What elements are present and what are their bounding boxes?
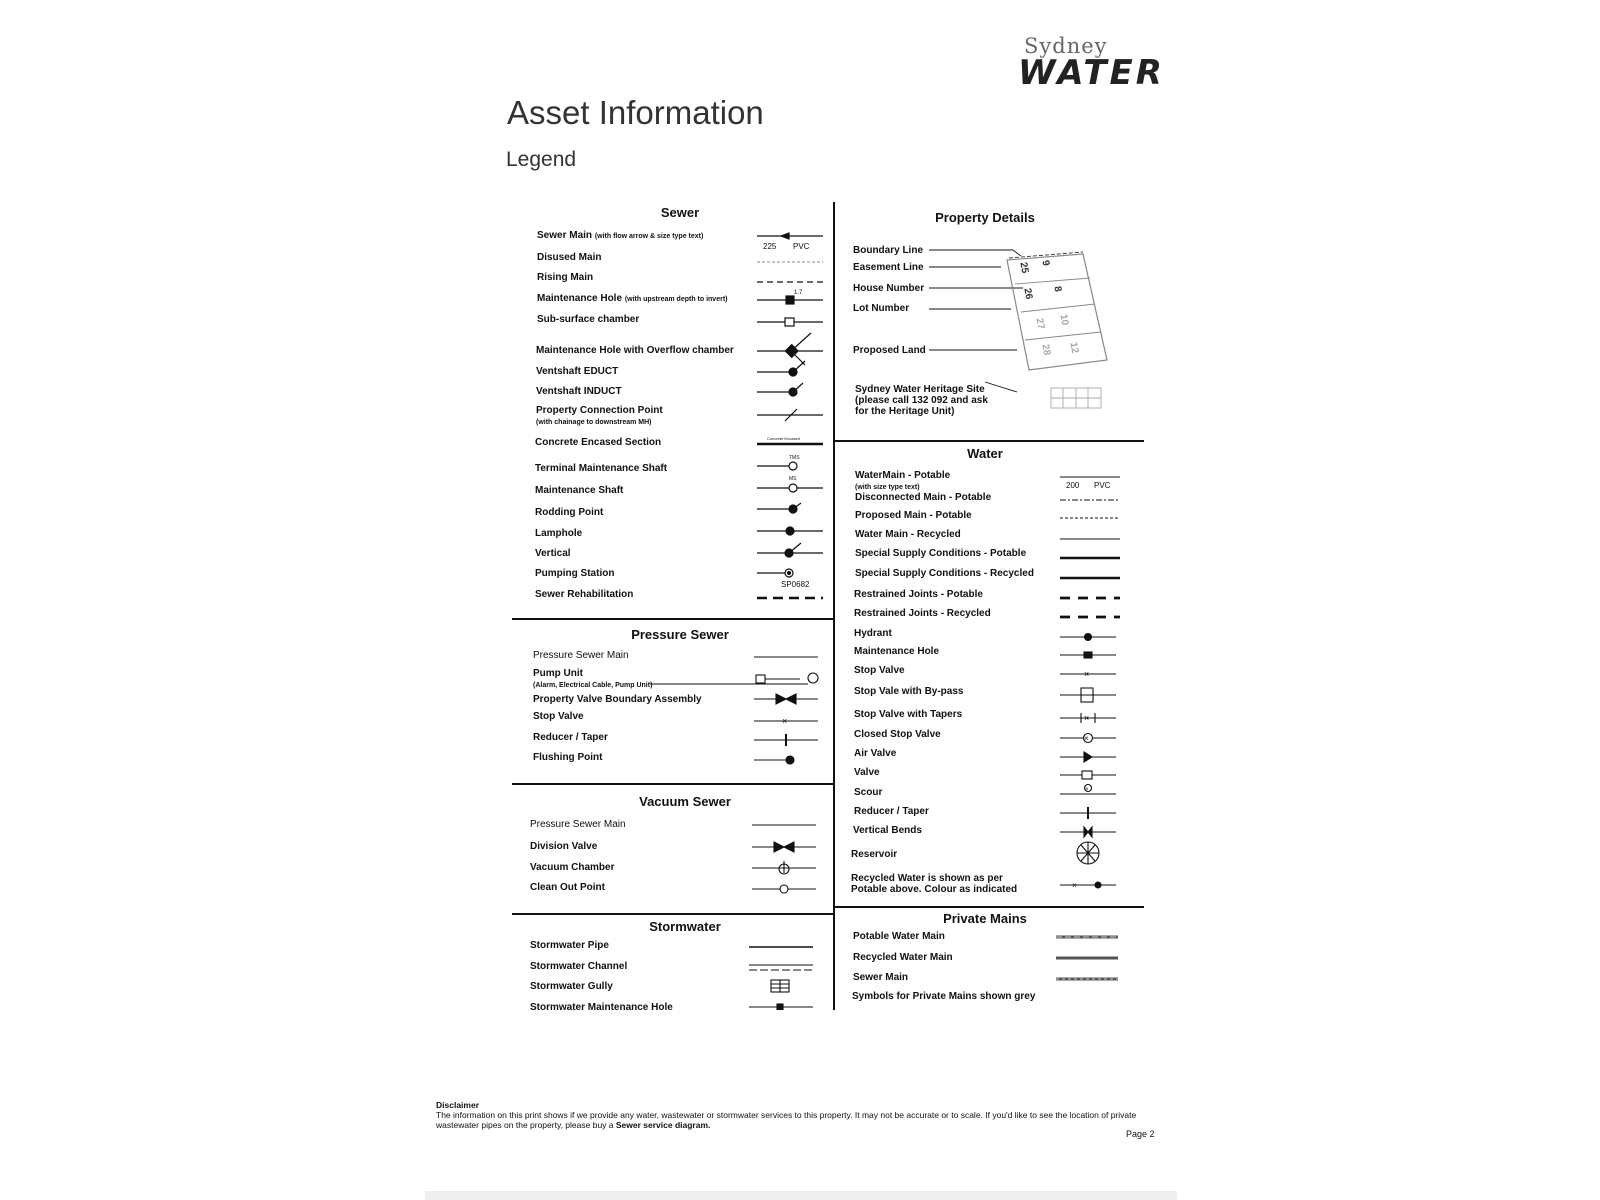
section-heading-vacuum-sewer: Vacuum Sewer (639, 794, 731, 809)
legend-label: Vertical (535, 548, 571, 559)
legend-label: Special Supply Conditions - Recycled (855, 568, 1034, 579)
legend-label: Concrete Encased Section (535, 437, 662, 448)
recycled-stop-icon: × (1072, 881, 1077, 890)
disclaimer-title: Disclaimer (436, 1100, 479, 1110)
legend-label: Valve (854, 767, 880, 778)
legend-label: Pressure Sewer Main (533, 650, 629, 661)
legend-label: Stormwater Maintenance Hole (530, 1002, 673, 1013)
legend-label: Rodding Point (535, 507, 604, 518)
maintenance-hole-icon (786, 296, 794, 304)
water-stop-valve-icon: × (1084, 669, 1090, 679)
legend-label: Reservoir (851, 849, 898, 860)
symbol-text: SP0682 (781, 580, 810, 589)
legend-label: Sub-surface chamber (537, 314, 640, 325)
legend-label: Stormwater Pipe (530, 940, 609, 951)
legend-label: Pressure Sewer Main (530, 819, 626, 830)
rule-sewer-pressure (512, 618, 833, 620)
legend-label: Easement Line (853, 262, 924, 273)
legend-label: House Number (853, 283, 925, 294)
legend-label: Proposed Main - Potable (855, 510, 972, 521)
diagram-number: 28 (1039, 343, 1053, 357)
legend-label: Boundary Line (853, 245, 924, 256)
legend-label: Recycled Water Main (853, 952, 953, 963)
legend-label: Sewer Main (853, 972, 909, 983)
air-valve-icon (1084, 752, 1092, 762)
clean-out-point-icon (780, 885, 788, 893)
subsurface-chamber-icon (785, 318, 794, 326)
section-heading-property-details: Property Details (935, 210, 1035, 225)
water-symbols (1050, 470, 1130, 900)
diagram-number: 12 (1067, 341, 1081, 355)
symbol-text: Concrete Encased (767, 436, 800, 441)
diagram-number: 8 (1051, 285, 1064, 293)
logo-line2: WATER (1018, 53, 1165, 93)
rule-property-water (833, 440, 1144, 442)
legend-label: Rising Main (537, 272, 594, 283)
legend-label: Vertical Bends (853, 825, 922, 836)
legend-label: Maintenance Shaft (535, 485, 624, 496)
legend-label: Vacuum Chamber (530, 862, 615, 873)
legend-label: Stormwater Channel (530, 961, 628, 972)
flow-arrow-icon (781, 233, 789, 239)
legend-label: Hydrant (854, 628, 892, 639)
legend-label: Potable Water Main (853, 931, 945, 942)
legend-label: Stop Valve (533, 711, 584, 722)
page-bottom-strip (425, 1191, 1177, 1200)
legend-label: Water Main - Recycled (855, 529, 961, 540)
rule-vacuum-storm (512, 913, 833, 915)
terminal-maintenance-shaft-icon (789, 462, 797, 470)
legend-label: Disconnected Main - Potable (855, 492, 992, 503)
section-heading-water: Water (967, 446, 1003, 461)
pump-alarm-icon (808, 673, 818, 683)
symbol-text: 200 (1066, 481, 1080, 490)
symbol-text: 225 (763, 242, 777, 251)
section-heading-sewer: Sewer (660, 205, 700, 220)
legend-label: Pump Unit (Alarm, Electrical Cable, Pump Unit) (533, 668, 653, 689)
legend-label: Sewer Rehabilitation (535, 589, 634, 600)
stormwater-symbols (745, 935, 825, 1010)
page-title: Asset Information (507, 94, 764, 131)
heritage-site-icon (1051, 388, 1101, 408)
legend-label: Lamphole (535, 528, 583, 539)
legend-label: WaterMain - Potable (with size type text) (855, 470, 951, 491)
legend-label: Clean Out Point (530, 882, 605, 893)
legend-label: Symbols for Private Mains shown grey (852, 991, 1036, 1002)
svg-text:×: × (1084, 734, 1089, 743)
legend-label: Property Valve Boundary Assembly (533, 694, 702, 705)
hydrant-icon (1085, 634, 1092, 641)
legend-label: Stop Valve (854, 665, 905, 676)
legend-label: Special Supply Conditions - Potable (855, 548, 1027, 559)
legend-label: Property Connection Point (with chainage to downstream MH) (536, 405, 663, 426)
pump-unit-icon (756, 675, 765, 683)
legend-label: Sewer Main (with flow arrow & size type text) (537, 230, 704, 241)
legend-label: Flushing Point (533, 752, 603, 763)
legend-label: Restrained Joints - Potable (854, 589, 983, 600)
legend-label: Stop Vale with By-pass (854, 686, 964, 697)
legend-label: Lot Number (853, 303, 910, 314)
stormwater-mh-icon (777, 1004, 783, 1010)
diagram-number: 27 (1033, 317, 1047, 331)
legend-label: Ventshaft EDUCT (536, 366, 619, 377)
sydney-water-logo (1018, 34, 1168, 93)
legend-label: Maintenance Hole (854, 646, 940, 657)
symbol-text: PVC (1094, 481, 1111, 490)
water-mh-icon (1084, 652, 1092, 658)
svg-text:×: × (1084, 713, 1090, 723)
legend-label: Closed Stop Valve (854, 729, 941, 740)
legend-label: Restrained Joints - Recycled (854, 608, 991, 619)
legend-label: Ventshaft INDUCT (536, 386, 622, 397)
diagram-number: 9 (1039, 259, 1052, 267)
legend-label: Reducer / Taper (854, 806, 929, 817)
legend-label: Terminal Maintenance Shaft (535, 463, 668, 474)
page-subtitle: Legend (506, 148, 577, 171)
symbol-text: TMS (789, 455, 800, 461)
lamphole-icon (786, 527, 794, 535)
legend-label: Air Valve (854, 748, 897, 759)
valve-icon (1082, 771, 1092, 779)
recycled-hydrant-icon (1095, 882, 1101, 888)
legend-label: Pumping Station (535, 568, 615, 579)
private-mains-symbols (1050, 928, 1130, 988)
section-heading-private-mains: Private Mains (943, 911, 1027, 926)
legend-label: Scour (854, 787, 883, 798)
maintenance-shaft-icon (789, 484, 797, 492)
heritage-label: Sydney Water Heritage Site (please call 132 092 and ask for the Heritage Unit) (855, 384, 988, 417)
page-number: Page 2 (1126, 1129, 1155, 1139)
sewer-symbols (745, 225, 835, 610)
section-heading-stormwater: Stormwater (649, 919, 721, 934)
section-heading-pressure-sewer: Pressure Sewer (631, 627, 729, 642)
legend-label: Stormwater Gully (530, 981, 613, 992)
legend-label: Proposed Land (853, 345, 926, 356)
legend-label: Stop Valve with Tapers (854, 709, 963, 720)
symbol-text: PVC (793, 242, 810, 251)
logo-line1: Sydney (1024, 34, 1108, 58)
legend-label: Disused Main (537, 252, 602, 263)
disclaimer-text: The information on this print shows if we provide any water, wastewater or stormwater services to this property. It may not be accurate or to scale. If you'd like to see the location of private wastewater pipes on the property, please buy a (436, 1110, 1137, 1130)
disclaimer-bold: Sewer service diagram. (615, 1120, 711, 1130)
diagram-number: 10 (1057, 313, 1071, 327)
disclaimer (436, 1100, 1161, 1130)
pressure-sewer-symbols (650, 648, 830, 768)
stop-valve-icon: × (782, 716, 788, 726)
rule-pressure-vacuum (512, 783, 833, 785)
diagram-number: 26 (1021, 287, 1035, 301)
legend-label: Recycled Water is shown as per Potable above. Colour as indicated (851, 873, 1018, 895)
legend-label: Reducer / Taper (533, 732, 608, 743)
flushing-point-icon (786, 756, 794, 764)
rule-water-private (833, 906, 1144, 908)
svg-text:×: × (1085, 787, 1089, 793)
diagram-number: 25 (1017, 261, 1031, 275)
legend-label: Division Valve (530, 841, 598, 852)
legend-label: Maintenance Hole with Overflow chamber (536, 345, 734, 356)
vacuum-sewer-symbols (748, 815, 828, 895)
division-valve-icon (774, 842, 784, 852)
property-diagram (925, 240, 1115, 420)
legend-label: Maintenance Hole (with upstream depth to invert) (537, 293, 728, 304)
symbol-text: 1.7 (794, 290, 803, 296)
boundary-assembly-icon (776, 694, 786, 704)
symbol-text: MS (789, 476, 797, 482)
